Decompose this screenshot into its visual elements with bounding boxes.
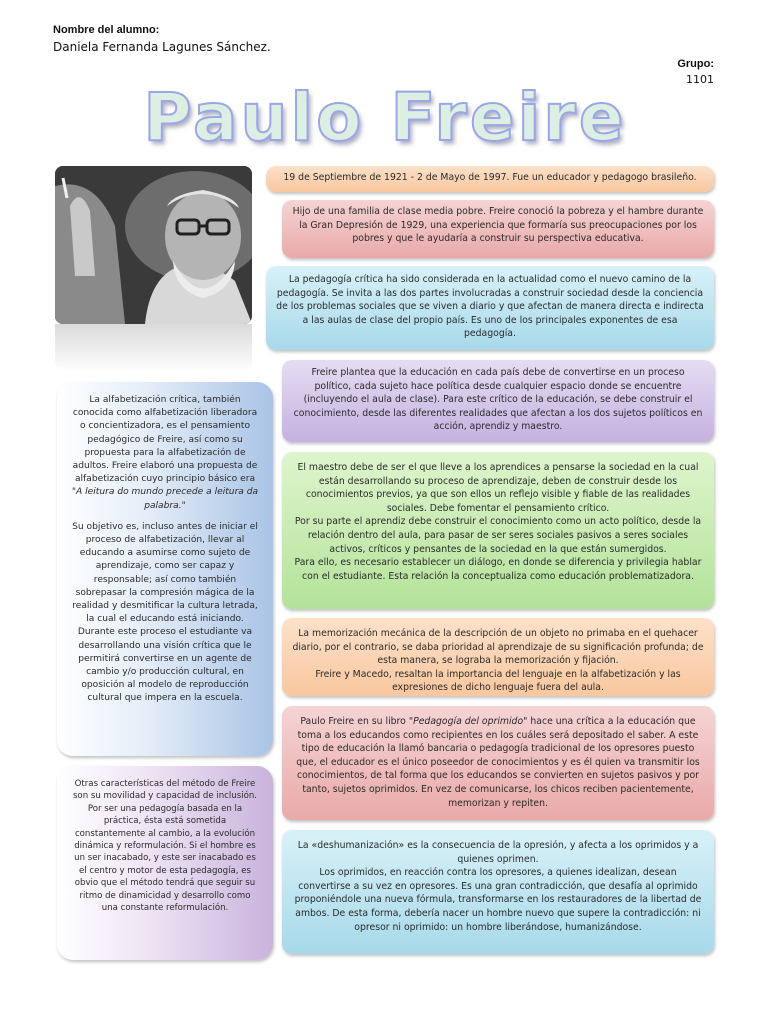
- box-political-process-text: Freire plantea que la educación en cada país debe de convertirse en un proceso político, cada sujeto hace política desde cualquier espacio donde se encuentre (incluyendo el aula de clase). Para este crítico de la educación, se debe construir el conocimiento, desde las diferentes realidades que afectan a los dos sujetos políticos en acción, aprendiz y maestro.: [293, 367, 703, 433]
- portrait-icon: [55, 166, 252, 324]
- box-teacher-learner: [282, 452, 714, 609]
- freire-quote: "A leitura do mundo precede a leitura da palabra.": [71, 487, 259, 511]
- box-political-process: [282, 360, 714, 442]
- page-title: Paulo Freire: [143, 79, 627, 156]
- student-name-value: Daniela Fernanda Lagunes Sánchez.: [53, 40, 271, 54]
- box-method-intro: Otras características del método de Freire son su movilidad y capacidad de inclusión.: [72, 779, 258, 802]
- box-banking-body: hace una crítica a la educación que toma a los educandos como recipientes en los cuáles será depositado el saber. A este tipo de educación la llamó bancaria o pedagogía tradicional de los opresores puesto que, el educador es el único poseedor de conocimientos y es él quien va transmitir los conocimientos, de tal forma que los educandos se convierten en sujetos pasivos y por tanto, sujetos oprimidos. En vez de comunicarse, los chicos reciben pacientemente, memorizan y repiten.: [296, 716, 700, 809]
- box-language-text: Freire y Macedo, resaltan la importancia del lenguaje en la alfabetización y las expresiones de dicho lenguaje fuera del aula.: [315, 668, 681, 694]
- box-learner-text: Por su parte el aprendiz debe construir el conocimiento como un acto político, desde la relación dentro del aula, para pasar de ser seres sociales pasivos a seres sociales activos, críticos y pensantes de la sociedad en la que están sumergidos.: [294, 516, 702, 555]
- box-teacher-text: El maestro debe de ser el que lleve a los aprendices a pensarse la sociedad en la cual están desarrollando su proceso de aprendizaje, deben de construir desde los conocimientos previos, ya que son ellos un reflejo visible y fiable de las realidades sociales. Debe fomentar el pensamiento crítico.: [297, 462, 699, 514]
- box-critical-literacy-intro: La alfabetización crítica, también conocida como alfabetización liberadora o concientizadora, es el pensamiento pedagógico de Freire, así como su propuesta para la alfabetización de adultos. Freire elaboró una propuesta de alfabetización cuyo principio básico era "A leitura do mundo precede a leitura da palabra.": [71, 395, 259, 511]
- box-critical-literacy: [57, 382, 273, 756]
- box-critical-pedagogy: [266, 266, 714, 350]
- portrait-photo: [55, 166, 252, 324]
- box-memorization: [282, 618, 714, 696]
- student-name-label: Nombre del alumno:: [53, 24, 160, 36]
- box-banking-text: [292, 715, 704, 810]
- box-family: [282, 200, 714, 258]
- box-biography-text: 19 de Septiembre de 1921 - 2 de Mayo de 1997. Fue un educador y pedagogo brasileño.: [283, 172, 697, 183]
- book-title: "Pedagogía del oprimido": [408, 716, 528, 727]
- box-biography: [266, 166, 714, 192]
- group-value: 1101: [686, 73, 714, 86]
- box-critical-pedagogy-text: La pedagogía crítica ha sido considerada en la actualidad como el nuevo camino de la pedagogía. Se invita a las dos partes involucradas a construir sociedad desde la conciencia de los problemas sociales que se viven a diario y que afectan de manera directa e indirecta a las aulas de clase del propio país. Es uno de los principales exponentes de esa pedagogía.: [276, 274, 704, 340]
- box-banking-education: [282, 706, 714, 820]
- box-dialogue-text: Para ello, es necesario establecer un diálogo, en donde se diferencia y privilegia hablar con el estudiante. Esta relación la conceptualiza como educación problematizadora.: [294, 557, 702, 582]
- group-label: Grupo:: [677, 58, 714, 70]
- box-memorization-text: La memorización mecánica de la descripción de un objeto no primaba en el quehacer diario, por el contrario, se daba prioridad al aprendizaje de su significación profunda; de esta manera, se lograba la memorización y fijación.: [292, 628, 704, 667]
- photo-reflection: [55, 324, 252, 372]
- box-dehumanization-body: Los oprimidos, en reacción contra los opresores, a quienes idealizan, desean convertirse a su vez en opresores. Es una gran contradicción, que desafía al oprimido proponiéndole una nueva fórmula, transformarse en los restauradores de la libertad de ambos. De esta forma, debería nacer un hombre nuevo que supere la contradicción: ni opresor ni oprimido: un hombre liberándose, humanizándose.: [294, 867, 702, 933]
- box-dehumanization: [282, 830, 714, 954]
- box-family-text: Hijo de una familia de clase media pobre. Freire conoció la pobreza y el hambre durante la Gran Depresión de 1929, una experiencia que formaría sus preocupaciones por los pobres y que le ayudaría a construir su perspectiva educativa.: [292, 206, 704, 245]
- box-banking-intro: Paulo Freire en su libro: [300, 716, 409, 727]
- box-method-body: Por ser una pedagogía basada en la práctica, ésta está sometida constantemente al cambio, a la evolución dinámica y reformulación. Si el hombre es un ser inacabado, y este ser inacabado es el centro y motor de esta pedagogía, es obvio que el método tendrá que seguir su ritmo de dinamicidad y desarrollo como una constante reformulación.: [74, 803, 256, 914]
- box-method-characteristics: [57, 766, 273, 960]
- box-dehumanization-intro: La «deshumanización» es la consecuencia de la opresión, y afecta a los oprimidos y a quienes oprimen.: [297, 840, 699, 865]
- box-critical-literacy-objective: Su objetivo es, incluso antes de iniciar el proceso de alfabetización, llevar al educando a asumirse como sujeto de aprendizaje, como ser capaz y responsable; así como también sobrepasar la compresión mágica de la realidad y desmitificar la cultura letrada, la cual el educando está iniciando. Durante este proceso el estudiante va desarrollando una visión crítica que le permitirá convertirse en un agente de cambio y/o producción cultural, en oposición al modelo de reproducción cultural que impera en la escuela.: [72, 521, 258, 704]
